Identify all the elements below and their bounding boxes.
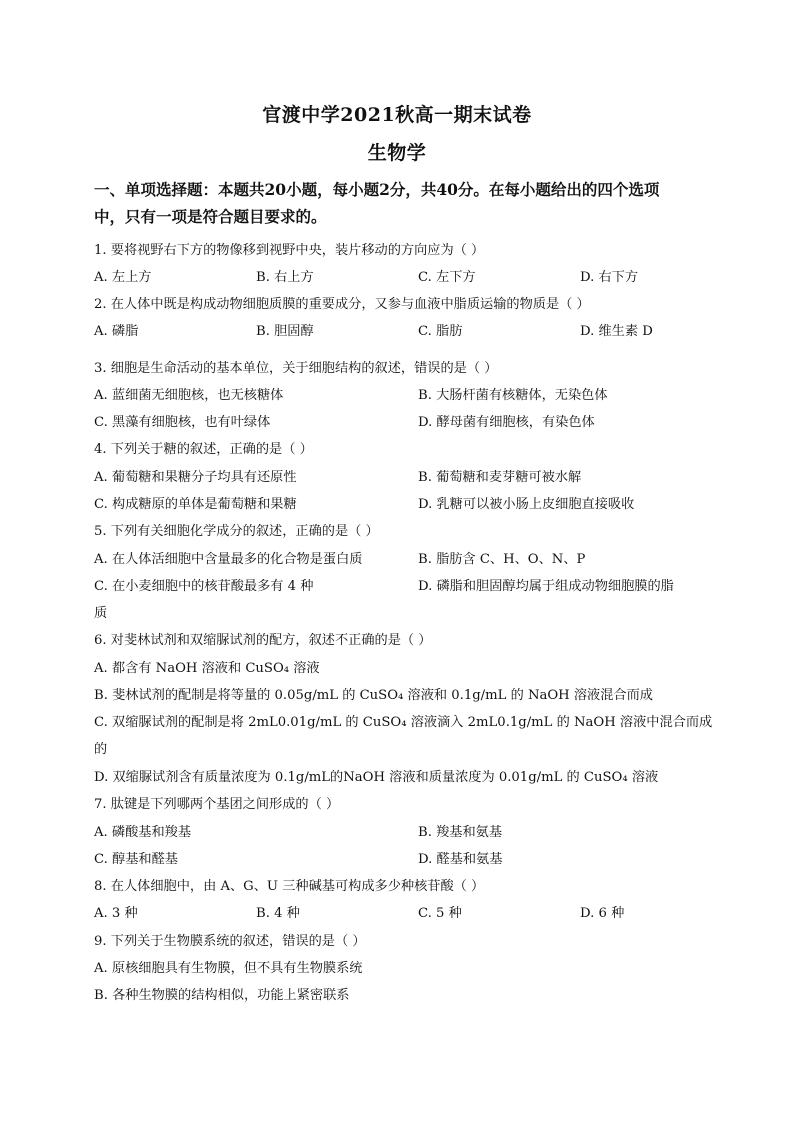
q6-option-c: C. 双缩脲试剂的配制是将 2mL0.01g/mL 的 CuSO₄ 溶液滴入 2mL0.1g/mL 的 NaOH 溶液中混合而成 <box>94 715 713 730</box>
q6-option-a: A. 都含有 NaOH 溶液和 CuSO₄ 溶液 <box>94 661 320 676</box>
q5-stem: 5. 下列有关细胞化学成分的叙述，正确的是（ ） <box>94 524 379 539</box>
subject-title: 生物学 <box>367 142 427 164</box>
q1-option-d: D. 右下方 <box>580 270 639 285</box>
q2-option-c: C. 脂肪 <box>418 324 463 339</box>
q9-option-a: A. 原核细胞具有生物膜，但不具有生物膜系统 <box>94 961 363 976</box>
exam-title: 官渡中学2021秋高一期末试卷 <box>262 104 532 126</box>
q3-option-b: B. 大肠杆菌有核糖体，无染色体 <box>418 388 608 403</box>
q7-stem: 7. 肽键是下列哪两个基团之间形成的（ ） <box>94 797 340 812</box>
q5-option-d-continued: 质 <box>94 606 108 621</box>
q5-option-b: B. 脂肪含 C、H、O、N、P <box>418 552 586 567</box>
q2-option-b: B. 胆固醇 <box>256 324 314 339</box>
q7-option-c: C. 醇基和醛基 <box>94 852 178 867</box>
q3-option-d: D. 酵母菌有细胞核，有染色体 <box>418 415 595 430</box>
q8-option-a: A. 3 种 <box>94 906 138 921</box>
q4-stem: 4. 下列关于糖的叙述，正确的是（ ） <box>94 442 313 457</box>
q4-option-a: A. 葡萄糖和果糖分子均具有还原性 <box>94 470 297 485</box>
q8-option-b: B. 4 种 <box>256 906 300 921</box>
q7-option-a: A. 磷酸基和羧基 <box>94 825 192 840</box>
q3-option-c: C. 黑藻有细胞核，也有叶绿体 <box>94 415 271 430</box>
q6-option-b: B. 斐林试剂的配制是将等量的 0.05g/mL 的 CuSO₄ 溶液和 0.1g/mL 的 NaOH 溶液混合而成 <box>94 688 653 703</box>
q7-option-d: D. 醛基和氨基 <box>418 852 503 867</box>
q8-option-c: C. 5 种 <box>418 906 462 921</box>
q9-stem: 9. 下列关于生物膜系统的叙述，错误的是（ ） <box>94 934 366 949</box>
q1-option-a: A. 左上方 <box>94 270 152 285</box>
q3-stem: 3. 细胞是生命活动的基本单位，关于细胞结构的叙述，错误的是（ ） <box>94 361 498 376</box>
q8-option-d: D. 6 种 <box>580 906 625 921</box>
q1-option-b: B. 右上方 <box>256 270 314 285</box>
q6-option-d: D. 双缩脲试剂含有质量浓度为 0.1g/mL的NaOH 溶液和质量浓度为 0.01g/mL 的 CuSO₄ 溶液 <box>94 770 659 785</box>
section-heading-line2: 中，只有一项是符合题目要求的。 <box>94 207 327 226</box>
q5-option-d: D. 磷脂和胆固醇均属于组成动物细胞膜的脂 <box>418 579 674 594</box>
q7-option-b: B. 羧基和氨基 <box>418 825 503 840</box>
q5-option-a: A. 在人体活细胞中含量最多的化合物是蛋白质 <box>94 552 363 567</box>
q6-stem: 6. 对斐林试剂和双缩脲试剂的配方，叙述不正确的是（ ） <box>94 633 432 648</box>
q8-stem: 8. 在人体细胞中，由 A、G、U 三种碱基可构成多少种核苷酸（ ） <box>94 879 485 894</box>
q1-option-c: C. 左下方 <box>418 270 476 285</box>
section-heading-line1: 一、单项选择题：本题共20小题，每小题2分，共40分。在每小题给出的四个选项 <box>94 180 660 199</box>
q1-stem: 1. 要将视野右下方的物像移到视野中央，装片移动的方向应为（ ） <box>94 243 485 258</box>
q3-option-a: A. 蓝细菌无细胞核，也无核糖体 <box>94 388 284 403</box>
q4-option-d: D. 乳糖可以被小肠上皮细胞直接吸收 <box>418 497 635 512</box>
q2-option-a: A. 磷脂 <box>94 324 139 339</box>
q4-option-c: C. 构成糖原的单体是葡萄糖和果糖 <box>94 497 297 512</box>
q9-option-b: B. 各种生物膜的结构相似，功能上紧密联系 <box>94 988 350 1003</box>
q2-option-d: D. 维生素 D <box>580 324 653 339</box>
q5-option-c: C. 在小麦细胞中的核苷酸最多有 4 种 <box>94 579 314 594</box>
q2-stem: 2. 在人体中既是构成动物细胞质膜的重要成分，又参与血液中脂质运输的物质是（ ） <box>94 297 590 312</box>
q4-option-b: B. 葡萄糖和麦芽糖可被水解 <box>418 470 582 485</box>
q6-option-c-continued: 的 <box>94 742 108 757</box>
